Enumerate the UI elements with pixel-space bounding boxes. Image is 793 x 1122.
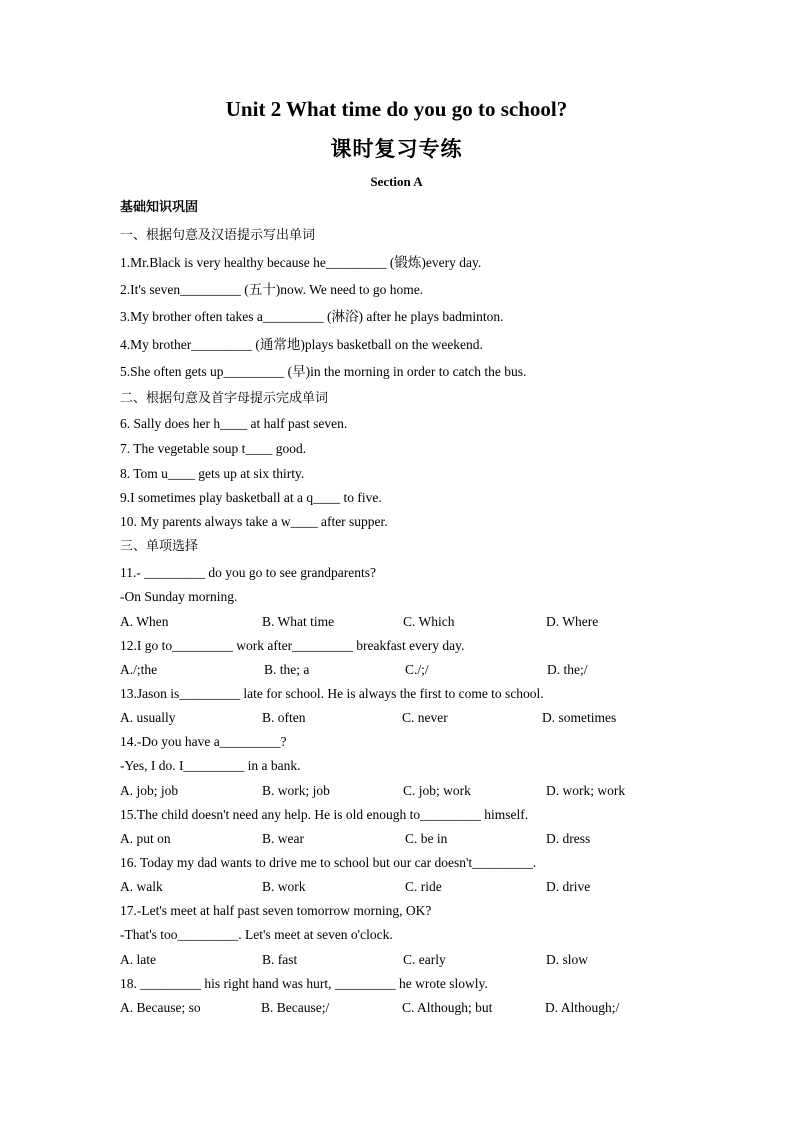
option-b: B. Because;/ xyxy=(261,1000,330,1015)
option-d: D. Although;/ xyxy=(545,1000,620,1015)
option-b: B. wear xyxy=(262,831,304,846)
option-d: D. slow xyxy=(546,952,589,967)
option-d: D. the;/ xyxy=(547,662,588,677)
option-b: B. work; job xyxy=(262,783,330,798)
option-b: B. the; a xyxy=(264,662,310,677)
question-stem: 18. _________ his right hand was hurt, _________ he wrote slowly. xyxy=(120,976,488,991)
option-d: D. Where xyxy=(546,614,599,629)
question-item: 2.It's seven_________ (五十)now. We need to go home. xyxy=(120,282,424,297)
option-d: D. drive xyxy=(546,879,591,894)
question-stem: 15.The child doesn't need any help. He is old enough to_________ himself. xyxy=(120,807,529,822)
question-item: 10. My parents always take a w____ after supper. xyxy=(120,514,388,529)
question-stem: 17.-Let's meet at half past seven tomorrow morning, OK? xyxy=(120,903,432,918)
part2-title: 二、根据句意及首字母提示完成单词 xyxy=(120,391,329,406)
option-c: C. ride xyxy=(405,879,442,894)
question-item: 4.My brother_________ (通常地)plays basketball on the weekend. xyxy=(120,337,483,352)
question-item: 7. The vegetable soup t____ good. xyxy=(120,441,307,456)
page-subtitle: 课时复习专练 xyxy=(330,137,463,161)
option-a: A. late xyxy=(120,952,156,967)
part1-title: 一、根据句意及汉语提示写出单词 xyxy=(120,228,316,243)
question-stem: 12.I go to_________ work after_________ breakfast every day. xyxy=(120,638,465,653)
option-c: C. never xyxy=(402,710,448,725)
part3-title: 三、单项选择 xyxy=(120,539,199,554)
question-stem: 13.Jason is_________ late for school. He is always the first to come to school. xyxy=(120,686,544,701)
option-d: D. sometimes xyxy=(542,710,617,725)
question-item: 9.I sometimes play basketball at a q____ to five. xyxy=(120,490,382,505)
option-d: D. dress xyxy=(546,831,591,846)
option-c: C. job; work xyxy=(403,783,471,798)
question-item: 1.Mr.Black is very healthy because he_________ (锻炼)every day. xyxy=(120,255,482,270)
question-item: 5.She often gets up_________ (早)in the morning in order to catch the bus. xyxy=(120,364,527,379)
option-a: A. put on xyxy=(120,831,171,846)
question-stem: 14.-Do you have a_________? xyxy=(120,734,287,749)
question-stem: -That's too_________. Let's meet at seven o'clock. xyxy=(120,927,393,942)
question-stem: 16. Today my dad wants to drive me to school but our car doesn't_________. xyxy=(120,855,537,870)
option-b: B. often xyxy=(262,710,306,725)
option-a: A. usually xyxy=(120,710,176,725)
question-stem: -Yes, I do. I_________ in a bank. xyxy=(120,758,301,773)
option-b: B. fast xyxy=(262,952,298,967)
option-c: C./;/ xyxy=(405,662,429,677)
question-stem: -On Sunday morning. xyxy=(120,589,238,604)
page-title: Unit 2 What time do you go to school? xyxy=(225,97,568,121)
option-d: D. work; work xyxy=(546,783,626,798)
option-a: A./;the xyxy=(120,662,158,677)
option-b: B. What time xyxy=(262,614,335,629)
section-label: Section A xyxy=(370,174,423,189)
option-a: A. Because; so xyxy=(120,1000,201,1015)
option-c: C. be in xyxy=(405,831,448,846)
basic-knowledge-heading: 基础知识巩固 xyxy=(120,200,199,215)
question-item: 6. Sally does her h____ at half past seven. xyxy=(120,416,348,431)
option-c: C. Which xyxy=(403,614,455,629)
option-c: C. Although; but xyxy=(402,1000,493,1015)
question-item: 3.My brother often takes a_________ (淋浴) after he plays badminton. xyxy=(120,309,504,324)
option-c: C. early xyxy=(403,952,446,967)
option-a: A. job; job xyxy=(120,783,179,798)
question-item: 8. Tom u____ gets up at six thirty. xyxy=(120,466,305,481)
option-a: A. When xyxy=(120,614,169,629)
option-b: B. work xyxy=(262,879,306,894)
question-stem: 11.- _________ do you go to see grandparents? xyxy=(120,565,376,580)
option-a: A. walk xyxy=(120,879,163,894)
